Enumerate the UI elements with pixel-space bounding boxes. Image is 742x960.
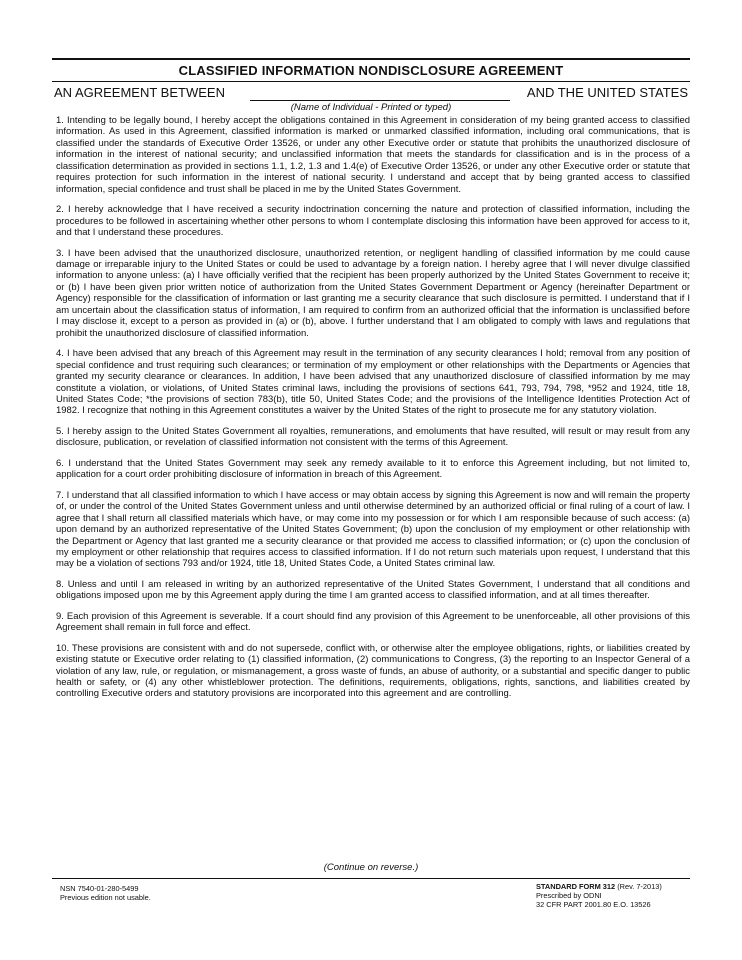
footer-left	[60, 884, 151, 903]
agreement-body	[56, 115, 690, 709]
footer-right	[536, 882, 662, 910]
title-rule	[52, 81, 690, 82]
agreement-between-label: AN AGREEMENT BETWEEN	[54, 85, 225, 100]
continue-on-reverse-note: (Continue on reverse.)	[323, 862, 419, 873]
paragraph-7: 7. I understand that all classified information to which I have access or may obtain access by signing this Agreement is now and will remain the property of, or under the control of the United States Government unless and until otherwise determined by an authorized official or final ruling of a court of law. I agree that I shall return all classified materials which have, or may come into my possession or for which I am responsible because of such access: (a) upon demand by an authorized representative of the United States Government; (b) upon the conclusion of my employment or other relationship with the Department or Agency that last granted me a security clearance or that provided me access to classified information; or (c) upon the conclusion of my employment or other relationship that requires access to classified information. If I do not return such materials upon request, I understand that this may be a violation of sections 793 and/or 1924, title 18, United States Code, a United States criminal law.	[56, 489, 690, 570]
previous-edition-note: Previous edition not usable.	[60, 893, 151, 903]
nsn-number: NSN 7540-01-280-5499	[60, 884, 139, 893]
paragraph-2: 2. I hereby acknowledge that I have received a security indoctrination concerning the nature and protection of classified information, including the procedures to be followed in ascertaining whether other persons to whom I contemplate disclosing this information have been approved for access to it, and that I understand these procedures.	[56, 204, 690, 239]
form-revision: (Rev. 7-2013)	[617, 882, 662, 891]
footer-rule	[52, 878, 690, 879]
top-rule	[52, 58, 690, 60]
paragraph-1: 1. Intending to be legally bound, I hereby accept the obligations contained in this Agreement in consideration of my being granted access to classified information. As used in this Agreement, classified information is marked or unmarked classified information, including oral communications, that is classified under the standards of Executive Order 13526, or under any other Executive order or statute that prohibits the unauthorized disclosure of information in the interest of national security; and unclassified information that meets the standards for classification and is in the process of a classification determination as provided in sections 1.1, 1.2, 1.3 and 1.4(e) of Executive Order 13526, or under any other Executive order or statute that requires protection for such information in the interest of national security. I understand and accept that by being granted access to classified information, special confidence and trust shall be placed in me by the United States Government.	[56, 115, 690, 195]
paragraph-5: 5. I hereby assign to the United States Government all royalties, remunerations, and emoluments that have resulted, will result or may result from any disclosure, publication, or revelation of classified information not consistent with the terms of this Agreement.	[56, 425, 690, 449]
paragraph-3: 3. I have been advised that the unauthorized disclosure, unauthorized retention, or negligent handling of classified information by me could cause damage or irreparable injury to the United States or could be used to advantage by a foreign nation. I hereby agree that I will never divulge classified information to anyone unless: (a) I have officially verified that the recipient has been properly authorized by the United States Government to receive it; or (b) I have been given prior written notice of authorization from the United States Government Department or Agency (hereinafter Department or Agency) responsible for the classification of information or last granting me a security clearance that such disclosure is permitted. I understand that if I am uncertain about the classification status of information, I am required to confirm from an authorized official that the information is unclassified before I may disclose it, except to a person as provided in (a) or (b), above. I further understand that I am obligated to comply with laws and regulations that prohibit the unauthorized disclosure of classified information.	[56, 247, 690, 339]
individual-name-line[interactable]	[250, 100, 510, 101]
paragraph-10: 10. These provisions are consistent with and do not supersede, conflict with, or otherwise alter the employee obligations, rights, or liabilities created by existing statute or Executive order relating to (1) classified information, (2) communications to Congress, (3) the reporting to an Inspector General of a violation of any law, rule, or regulation, or mismanagement, a gross waste of funds, an abuse of authority, or a substantial and specific danger to public health or safety, or (4) any other whistleblower protection. The definitions, requirements, obligations, rights, sanctions, and liabilities created by controlling Executive orders and statutory provisions are incorporated into this agreement and are controlling.	[56, 642, 690, 700]
paragraph-6: 6. I understand that the United States Government may seek any remedy available to it to enforce this Agreement including, but not limited to, application for a court order prohibiting disclosure of information in breach of this Agreement.	[56, 457, 690, 481]
form-title: CLASSIFIED INFORMATION NONDISCLOSURE AGREEMENT	[178, 63, 564, 78]
paragraph-4: 4. I have been advised that any breach of this Agreement may result in the termination of any security clearances I hold; removal from any position of special confidence and trust requiring such clearances; or termination of my employment or other relationships with the Departments or Agencies that granted my security clearance or clearances. In addition, I have been advised that any unauthorized disclosure of classified information by me may constitute a violation, or violations, of United States criminal laws, including the provisions of sections 641, 793, 794, 798, *952 and 1924, title 18, United States Code; *the provisions of section 783(b), title 50, United States Code; and the provisions of the Intelligence Identities Protection Act of 1982. I recognize that nothing in this Agreement constitutes a waiver by the United States of the right to prosecute me for any statutory violation.	[56, 348, 690, 417]
prescribed-by: Prescribed by ODNI	[536, 891, 602, 901]
paragraph-9: 9. Each provision of this Agreement is severable. If a court should find any provision of this Agreement to be unenforceable, all other provisions of this Agreement shall remain in full force and effect.	[56, 610, 690, 634]
cfr-reference: 32 CFR PART 2001.80 E.O. 13526	[536, 900, 651, 910]
individual-name-caption: (Name of Individual - Printed or typed)	[290, 102, 452, 113]
united-states-label: AND THE UNITED STATES	[526, 85, 688, 100]
paragraph-8: 8. Unless and until I am released in writing by an authorized representative of the United States Government, I understand that all conditions and obligations imposed upon me by this Agreement apply during the time I am granted access to classified information, and at all times thereafter.	[56, 578, 690, 602]
form-name: STANDARD FORM 312	[536, 882, 616, 891]
